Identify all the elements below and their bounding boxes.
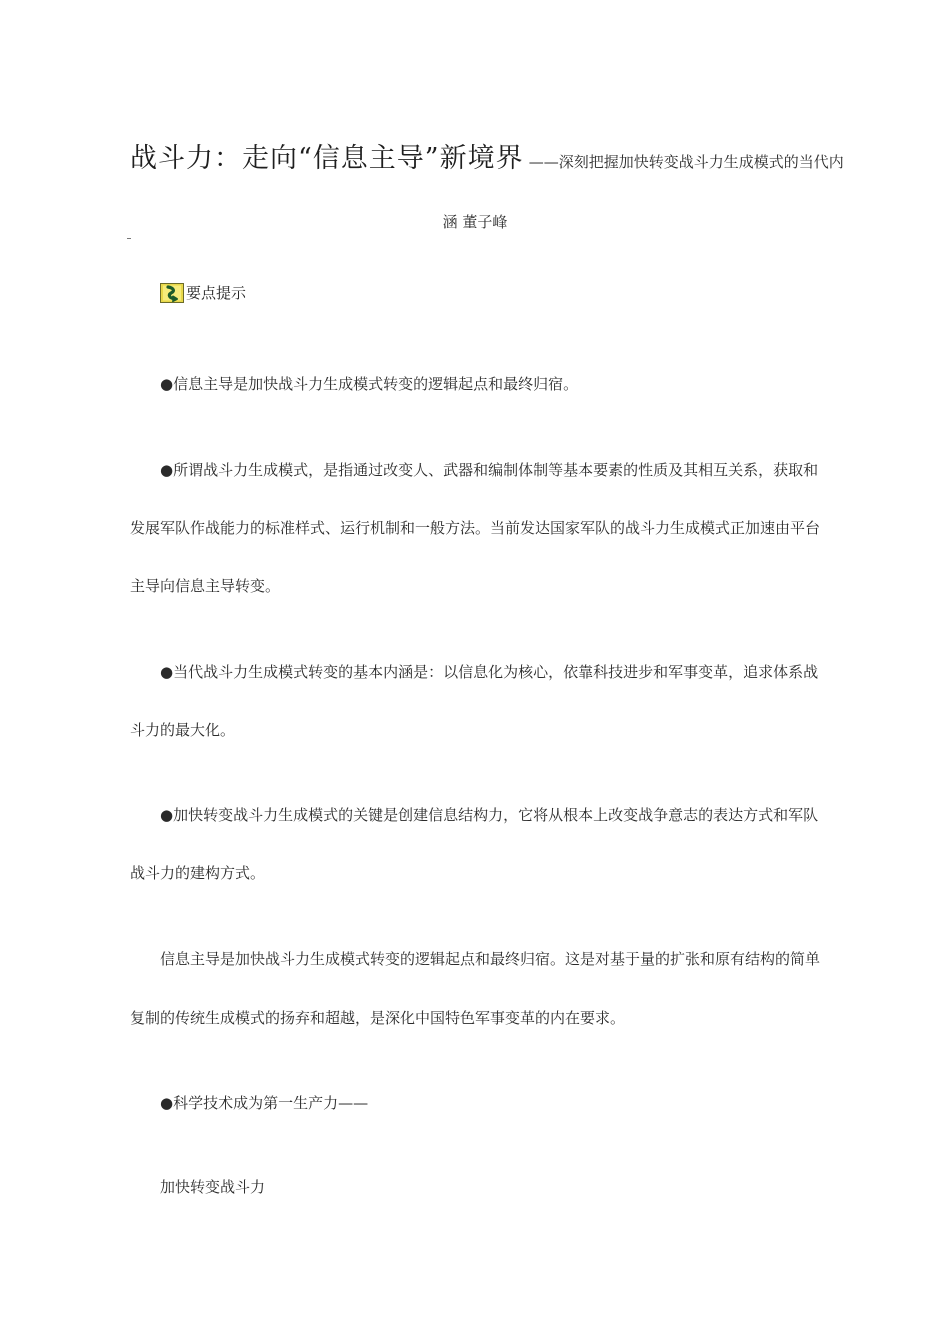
- paragraph-1: ●信息主导是加快战斗力生成模式转变的逻辑起点和最终归宿。: [160, 375, 579, 393]
- paragraph-4-line-2: 战斗力的建构方式。: [130, 864, 266, 882]
- paragraph-5-line-1: 信息主导是加快战斗力生成模式转变的逻辑起点和最终归宿。这是对基于量的扩张和原有结构的简单: [160, 950, 821, 968]
- paragraph-2-line-3: 主导向信息主导转变。: [130, 577, 281, 595]
- title-main: 战斗力：走向“信息主导”新境界: [130, 143, 524, 174]
- keypoints-label: 要点提示: [186, 284, 247, 302]
- paragraph-2-line-2: 发展军队作战能力的标准样式、运行机制和一般方法。当前发达国家军队的战斗力生成模式正加速由平台: [130, 519, 821, 537]
- paragraph-5-line-2: 复制的传统生成模式的扬弃和超越，是深化中国特色军事变革的内在要求。: [130, 1009, 626, 1027]
- paragraph-3-line-1: ●当代战斗力生成模式转变的基本内涵是：以信息化为核心，依靠科技进步和军事变革，追求体系战: [160, 663, 819, 681]
- paragraph-4-line-1: ●加快转变战斗力生成模式的关键是创建信息结构力，它将从根本上改变战争意志的表达方式和军队: [160, 806, 819, 824]
- paragraph-6: ●科学技术成为第一生产力——: [160, 1094, 369, 1112]
- stray-mark: [127, 238, 131, 239]
- title-subtitle: ——深刻把握加快转变战斗力生成模式的当代内: [528, 153, 844, 171]
- paragraph-2-line-1: ●所谓战斗力生成模式，是指通过改变人、武器和编制体制等基本要素的性质及其相互关系，获取和: [160, 461, 819, 479]
- title-subtitle-continuation: 涵 董子峰: [442, 213, 508, 231]
- keypoint-arrow-icon: [160, 283, 184, 303]
- paragraph-7: 加快转变战斗力: [160, 1178, 266, 1196]
- article-title: [130, 136, 844, 175]
- keypoints-heading: [160, 282, 246, 303]
- paragraph-3-line-2: 斗力的最大化。: [130, 721, 236, 739]
